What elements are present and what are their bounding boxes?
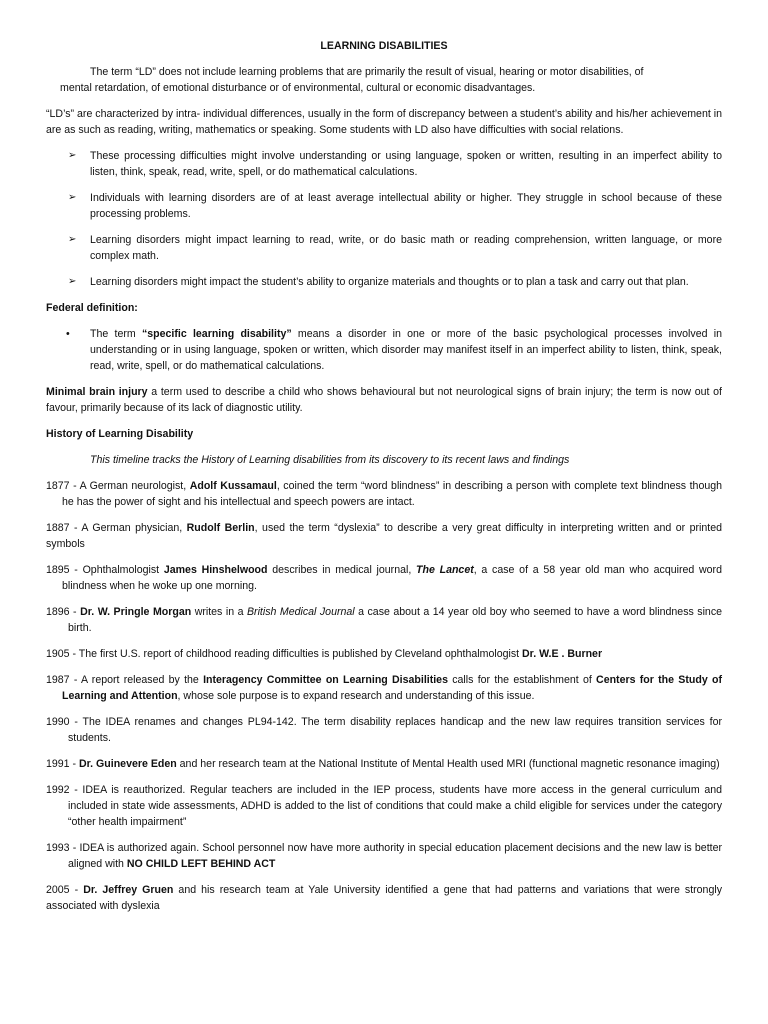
bullet-icon: • <box>66 328 70 340</box>
tl-text: , used the term “dyslexia” to describe a very great difficulty in interpreting written and or printed symbols <box>46 522 722 550</box>
tl-text: 1993 - IDEA is authorized again. School personnel now have more authority in special education placement decisions and the new law is better aligned with <box>46 842 722 870</box>
tl-text: and her research team at the National Institute of Mental Health used MRI (functional magnetic resonance imaging) <box>176 758 720 770</box>
tl-journal: British Medical Journal <box>246 606 355 618</box>
history-heading: History of Learning Disability <box>46 428 194 440</box>
tl-text: 1992 - IDEA is reauthorized. Regular teachers are included in the IEP process, students have more access in the general curriculum and included in state wide assessments, ADHD is added to the list of conditions that could make a child eligible for services under the category “other health impairment” <box>46 784 722 828</box>
timeline-entry-1895 <box>46 562 722 594</box>
arrow-bullet-icon: ➢ <box>68 276 77 287</box>
intro-paragraph <box>46 64 722 96</box>
tl-text: describes in medical journal, <box>267 564 417 576</box>
tl-text: 1877 - A German neurologist, <box>46 480 190 492</box>
tl-text: 1991 - <box>46 758 79 770</box>
timeline-entry-1993 <box>46 840 722 872</box>
tl-text: , whose sole purpose is to expand research and understanding of this issue. <box>177 690 535 702</box>
tl-name: NO CHILD LEFT BEHIND ACT <box>126 858 276 870</box>
mbi-text: a term used to describe a child who shows behavioural but not neurological signs of brain injury; the term is now out of favour, primarily because of its lack of diagnostic utility. <box>46 386 722 414</box>
arrow-item-text: Learning disorders might impact learning to read, write, or do basic math or reading comprehension, written language, or more complex math. <box>90 234 722 262</box>
intro-line-1: The term “LD” does not include learning problems that are primarily the result of visual, hearing or motor disabilities, of <box>90 66 644 78</box>
tl-text: 1896 - <box>46 606 81 618</box>
arrow-bullet-icon: ➢ <box>68 192 77 203</box>
tl-name: James Hinshelwood <box>163 564 268 576</box>
lds-paragraph: “LD’s” are characterized by intra- individual differences, usually in the form of discrepancy between a student’s ability and his/her achievement in are as such as reading, writing, mathematics or speaking. Some students with LD also have difficulties with social relations. <box>46 108 722 136</box>
tl-text: and his research team at Yale University identified a gene that had patterns and variations that were strongly associated with dyslexia <box>46 884 722 912</box>
tl-text: 2005 - <box>46 884 84 896</box>
arrow-item <box>46 148 722 180</box>
tl-text: writes in a <box>191 606 247 618</box>
tl-text: , a case of a 58 year old man who acquired word blindness when he woke up one morning. <box>62 564 722 592</box>
arrow-item <box>46 190 722 222</box>
tl-text: 1990 - The IDEA renames and changes PL94-142. The term disability replaces handicap and the new law requires transition services for students. <box>46 716 722 744</box>
tl-text: a case about a 14 year old boy who seemed to have a word blindness since birth. <box>68 606 723 634</box>
tl-name: Adolf Kussamaul <box>189 480 277 492</box>
tl-text: 1887 - A German physician, <box>46 522 187 534</box>
timeline-entry-1877 <box>46 478 722 510</box>
federal-list <box>46 326 722 374</box>
tl-name: Dr. W. Pringle Morgan <box>80 606 192 618</box>
arrow-item-text: Learning disorders might impact the student’s ability to organize materials and thoughts or to plan a task and carry out that plan. <box>90 276 689 288</box>
tl-name: Rudolf Berlin <box>186 522 255 534</box>
tl-text: 1987 - A report released by the <box>46 674 204 686</box>
federal-heading: Federal definition: <box>46 302 138 314</box>
arrow-list <box>46 148 722 290</box>
tl-name: Interagency Committee on Learning Disabilities <box>203 674 448 686</box>
page-title: LEARNING DISABILITIES <box>320 40 448 52</box>
intro-line-2: mental retardation, of emotional disturbance or of environmental, cultural or economic disadvantages. <box>60 82 536 94</box>
timeline-entry-1905 <box>46 646 722 662</box>
tl-journal: The Lancet <box>416 564 474 576</box>
tl-text: 1905 - The first U.S. report of childhood reading difficulties is published by Cleveland ophthalmologist <box>46 648 523 660</box>
tl-name: Centers for the Study of Learning and Attention <box>62 674 722 702</box>
timeline-entry-1992 <box>46 782 722 830</box>
arrow-item-text: These processing difficulties might involve understanding or using language, spoken or written, resulting in an imperfect ability to listen, think, speak, read, write, spell, or do mathematical calculations. <box>90 150 722 178</box>
timeline-entry-1990 <box>46 714 722 746</box>
tl-name: Dr. Guinevere Eden <box>78 758 177 770</box>
timeline-entry-1887 <box>46 520 722 552</box>
federal-pre: The term <box>90 328 142 340</box>
timeline-entry-2005 <box>46 882 722 914</box>
federal-item <box>46 326 722 374</box>
timeline-entry-1987 <box>46 672 722 704</box>
tl-name: Dr. W.E . Burner <box>522 648 603 660</box>
tl-text: , coined the term “word blindness” in describing a person with complete text blindness though he has the power of sight and his intellectual and speech powers are intact. <box>62 480 723 508</box>
tl-text: calls for the establishment of <box>447 674 597 686</box>
history-note: This timeline tracks the History of Learning disabilities from its discovery to its recent laws and findings <box>90 454 570 466</box>
mbi-term: Minimal brain injury <box>46 386 148 398</box>
arrow-bullet-icon: ➢ <box>68 234 77 245</box>
timeline-entry-1896 <box>46 604 722 636</box>
arrow-item-text: Individuals with learning disorders are of at least average intellectual ability or higher. They struggle in school because of these processing problems. <box>90 192 722 220</box>
tl-text: 1895 - Ophthalmologist <box>46 564 164 576</box>
arrow-item <box>46 274 722 290</box>
timeline-entry-1991 <box>46 756 722 772</box>
federal-term: “specific learning disability” <box>141 328 292 340</box>
federal-post: means a disorder in one or more of the basic psychological processes involved in understanding or in using language, spoken or written, which disorder may manifest itself in an imperfect ability to listen, think, speak, read, write, spell, or do mathematical calculations. <box>90 328 722 372</box>
mbi-paragraph <box>46 384 722 416</box>
arrow-item <box>46 232 722 264</box>
arrow-bullet-icon: ➢ <box>68 150 77 161</box>
tl-name: Dr. Jeffrey Gruen <box>83 884 174 896</box>
